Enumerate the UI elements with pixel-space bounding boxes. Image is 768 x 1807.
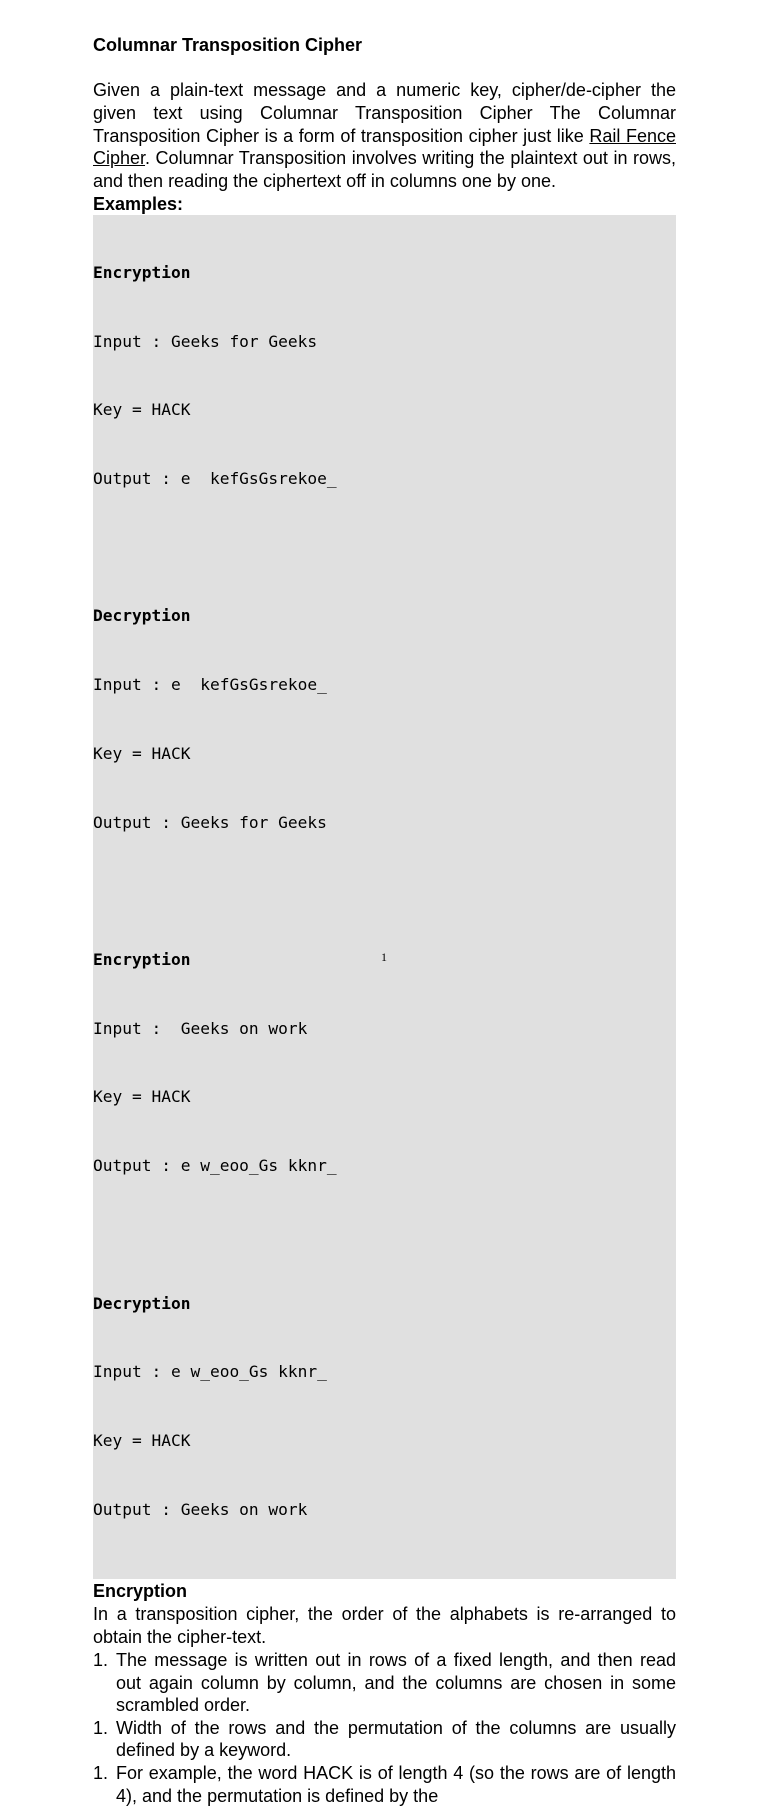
example-3-input: Input : Geeks on work bbox=[93, 1018, 308, 1038]
list-item-text: Width of the rows and the permutation of the columns are usually defined by a keyword. bbox=[116, 1717, 676, 1761]
list-item-text: For example, the word HACK is of length 4 (so the rows are of length 4), and the permutation is defined by the bbox=[116, 1762, 676, 1806]
example-3-key: Key = HACK bbox=[93, 1087, 191, 1107]
example-4-heading: Decryption bbox=[93, 1293, 191, 1313]
example-2-heading: Decryption bbox=[93, 606, 191, 626]
blank-line bbox=[93, 1224, 676, 1247]
list-item-number: 1. bbox=[93, 1762, 109, 1783]
example-2-input: Input : e kefGsGsrekoe_ bbox=[93, 675, 327, 695]
example-1-input: Input : Geeks for Geeks bbox=[93, 331, 318, 351]
example-1-heading: Encryption bbox=[93, 262, 191, 282]
page-number: 1 bbox=[381, 950, 387, 964]
intro-text-start: Given a plain-text message and a numeric key, cipher/de-cipher the given text using Columnar Transposition Cipher The Columnar Transposition Cipher is a form of transposition cipher just like bbox=[93, 80, 676, 146]
document-page bbox=[93, 34, 676, 1807]
example-3-output: Output : e w_eoo_Gs kknr_ bbox=[93, 1156, 337, 1176]
list-item-number: 1. bbox=[93, 1717, 109, 1738]
blank-line bbox=[93, 537, 676, 560]
examples-heading: Examples: bbox=[93, 193, 184, 214]
list-item bbox=[93, 1762, 676, 1807]
intro-paragraph bbox=[93, 79, 676, 193]
example-2-output: Output : Geeks for Geeks bbox=[93, 812, 327, 832]
blank-line bbox=[93, 880, 676, 903]
example-1-output: Output : e kefGsGsrekoe_ bbox=[93, 468, 337, 488]
intro-text-end: . Columnar Transposition involves writing the plaintext out in rows, and then reading the ciphertext off in columns one by one. bbox=[93, 148, 676, 192]
example-4-output: Output : Geeks on work bbox=[93, 1499, 308, 1519]
encryption-intro: In a transposition cipher, the order of the alphabets is re-arranged to obtain the cipher-text. bbox=[93, 1604, 676, 1648]
examples-code-block bbox=[93, 215, 676, 1579]
rail-fence-cipher-link[interactable]: Rail Fence Cipher bbox=[93, 125, 676, 169]
encryption-heading: Encryption bbox=[93, 1581, 188, 1602]
list-item bbox=[93, 1649, 676, 1717]
example-1-key: Key = HACK bbox=[93, 400, 191, 420]
list-item bbox=[93, 1717, 676, 1762]
example-4-key: Key = HACK bbox=[93, 1430, 191, 1450]
example-3-heading: Encryption bbox=[93, 949, 191, 969]
example-4-input: Input : e w_eoo_Gs kknr_ bbox=[93, 1362, 327, 1382]
list-item-text: The message is written out in rows of a fixed length, and then read out again column by column, and the columns are chosen in some scrambled order. bbox=[116, 1650, 676, 1716]
example-2-key: Key = HACK bbox=[93, 743, 191, 763]
spacer bbox=[93, 57, 676, 79]
encryption-steps-list bbox=[93, 1649, 676, 1807]
list-item-number: 1. bbox=[93, 1650, 109, 1670]
document-title: Columnar Transposition Cipher bbox=[93, 35, 363, 55]
